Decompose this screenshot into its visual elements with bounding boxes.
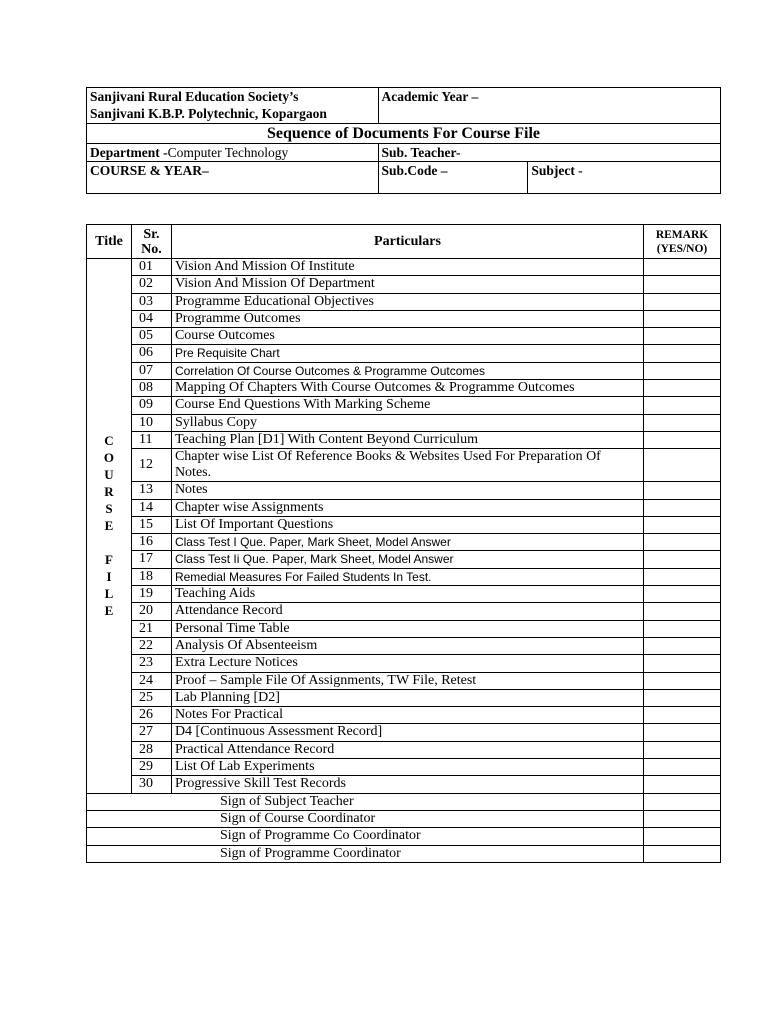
- particulars: Course Outcomes: [171, 328, 643, 345]
- remark-cell[interactable]: [644, 534, 721, 551]
- sr-no: 30: [131, 776, 171, 793]
- table-row: [87, 586, 721, 603]
- remark-cell[interactable]: [644, 759, 721, 776]
- remark-cell[interactable]: [644, 603, 721, 620]
- sr-no: 06: [131, 345, 171, 362]
- remark-cell[interactable]: [644, 586, 721, 603]
- vertical-letter: F: [105, 552, 113, 568]
- sr-no: 03: [131, 293, 171, 310]
- table-row: [87, 534, 721, 551]
- vertical-letter: O: [103, 450, 115, 466]
- table-row: [87, 310, 721, 327]
- vertical-letter: [90, 534, 128, 551]
- remark-cell[interactable]: [644, 328, 721, 345]
- particulars: Pre Requisite Chart: [171, 345, 643, 362]
- particulars: Programme Outcomes: [171, 310, 643, 327]
- particulars: Teaching Aids: [171, 586, 643, 603]
- sr-no: 01: [131, 259, 171, 276]
- sr-no: 04: [131, 310, 171, 327]
- remark-cell[interactable]: [644, 776, 721, 793]
- remark-cell[interactable]: [644, 672, 721, 689]
- table-row: [87, 362, 721, 379]
- remark-cell[interactable]: [644, 345, 721, 362]
- sr-no: 09: [131, 397, 171, 414]
- remark-cell[interactable]: [644, 380, 721, 397]
- documents-table: [86, 224, 721, 863]
- sr-no: 29: [131, 759, 171, 776]
- particulars: List Of Important Questions: [171, 516, 643, 533]
- institute-name: Sanjivani K.B.P. Polytechnic, Kopargaon: [90, 106, 327, 121]
- col-sr-header: Sr. No.: [131, 225, 171, 259]
- particulars: Mapping Of Chapters With Course Outcomes & Programme Outcomes: [171, 380, 643, 397]
- particulars: Syllabus Copy: [171, 414, 643, 431]
- course-file-vertical-label: [87, 259, 132, 794]
- remark-cell[interactable]: [644, 414, 721, 431]
- particulars: Remedial Measures For Failed Students In Test.: [171, 568, 643, 585]
- remark-cell[interactable]: [644, 259, 721, 276]
- particulars: Extra Lecture Notices: [171, 655, 643, 672]
- table-row: [87, 449, 721, 482]
- table-row: [87, 414, 721, 431]
- sr-no: 05: [131, 328, 171, 345]
- vertical-letter: L: [104, 586, 114, 602]
- particulars: D4 [Continuous Assessment Record]: [171, 724, 643, 741]
- table-row: [87, 776, 721, 793]
- table-row: [87, 655, 721, 672]
- sub-teacher: Sub. Teacher-: [378, 144, 720, 162]
- remark-cell[interactable]: [644, 310, 721, 327]
- particulars: List Of Lab Experiments: [171, 759, 643, 776]
- signature-label: Sign of Subject Teacher: [87, 793, 644, 810]
- sr-no: 26: [131, 707, 171, 724]
- sr-no: 27: [131, 724, 171, 741]
- remark-cell[interactable]: [644, 449, 721, 482]
- table-row: [87, 516, 721, 533]
- table-row: [87, 689, 721, 706]
- remark-cell[interactable]: [644, 568, 721, 585]
- remark-cell[interactable]: [644, 362, 721, 379]
- table-row: [87, 328, 721, 345]
- particulars: Attendance Record: [171, 603, 643, 620]
- sr-no: 24: [131, 672, 171, 689]
- remark-cell[interactable]: [644, 276, 721, 293]
- table-row: [87, 707, 721, 724]
- course-year: COURSE & YEAR–: [87, 162, 379, 194]
- table-row: [87, 380, 721, 397]
- signature-label: Sign of Programme Co Coordinator: [87, 828, 644, 845]
- subject: Subject -: [528, 162, 721, 194]
- institute-cell: [87, 88, 379, 124]
- signature-label: Sign of Course Coordinator: [87, 810, 644, 827]
- vertical-letter: E: [104, 603, 114, 619]
- particulars: Correlation Of Course Outcomes & Programme Outcomes: [171, 362, 643, 379]
- particulars: Teaching Plan [D1] With Content Beyond Curriculum: [171, 431, 643, 448]
- sr-no: 15: [131, 516, 171, 533]
- particulars: Personal Time Table: [171, 620, 643, 637]
- sr-no: 19: [131, 586, 171, 603]
- remark-cell[interactable]: [644, 724, 721, 741]
- particulars: Lab Planning [D2]: [171, 689, 643, 706]
- remark-cell[interactable]: [644, 293, 721, 310]
- vertical-letter: S: [105, 501, 113, 517]
- table-row: [87, 293, 721, 310]
- signature-cell[interactable]: [644, 828, 721, 845]
- remark-cell[interactable]: [644, 655, 721, 672]
- department-label: Department -: [90, 145, 168, 160]
- particulars: Class Test Ii Que. Paper, Mark Sheet, Model Answer: [171, 551, 643, 568]
- sr-no: 20: [131, 603, 171, 620]
- sr-no: 22: [131, 637, 171, 654]
- table-row: [87, 345, 721, 362]
- sr-no: 18: [131, 568, 171, 585]
- vertical-letter: C: [104, 433, 114, 449]
- sr-no: 17: [131, 551, 171, 568]
- table-row: [87, 397, 721, 414]
- sr-no: 11: [131, 431, 171, 448]
- remark-cell[interactable]: [644, 620, 721, 637]
- signature-label: Sign of Programme Coordinator: [87, 845, 644, 862]
- society-name: Sanjivani Rural Education Society’s: [90, 89, 299, 104]
- particulars: Vision And Mission Of Institute: [171, 259, 643, 276]
- table-row: [87, 637, 721, 654]
- vertical-letter: R: [104, 484, 114, 500]
- table-row: [87, 603, 721, 620]
- sr-no: 13: [131, 482, 171, 499]
- table-row: [87, 431, 721, 448]
- signature-cell[interactable]: [644, 845, 721, 862]
- sub-code: Sub.Code –: [378, 162, 528, 194]
- col-title-header: Title: [87, 225, 132, 259]
- document-title: Sequence of Documents For Course File: [87, 124, 721, 144]
- remark-cell[interactable]: [644, 397, 721, 414]
- remark-cell[interactable]: [644, 689, 721, 706]
- department-cell: [87, 144, 379, 162]
- particulars: Chapter wise Assignments: [171, 499, 643, 516]
- particulars: Programme Educational Objectives: [171, 293, 643, 310]
- signature-row: [87, 845, 721, 862]
- academic-year: Academic Year –: [378, 88, 720, 124]
- sr-no: 02: [131, 276, 171, 293]
- table-row: [87, 276, 721, 293]
- table-row: [87, 499, 721, 516]
- remark-cell[interactable]: [644, 741, 721, 758]
- remark-cell[interactable]: [644, 637, 721, 654]
- sr-no: 14: [131, 499, 171, 516]
- particulars: Vision And Mission Of Department: [171, 276, 643, 293]
- signature-cell[interactable]: [644, 793, 721, 810]
- sr-no: 10: [131, 414, 171, 431]
- table-row: [87, 259, 721, 276]
- remark-cell[interactable]: [644, 707, 721, 724]
- col-particulars-header: Particulars: [171, 225, 643, 259]
- particulars: Progressive Skill Test Records: [171, 776, 643, 793]
- particulars: Class Test I Que. Paper, Mark Sheet, Model Answer: [171, 534, 643, 551]
- sr-no: 08: [131, 380, 171, 397]
- particulars: Chapter wise List Of Reference Books & Websites Used For Preparation Of Notes.: [171, 449, 643, 482]
- sr-no: 16: [131, 534, 171, 551]
- table-row: [87, 620, 721, 637]
- table-row: [87, 741, 721, 758]
- sr-no: 28: [131, 741, 171, 758]
- header-table: [86, 87, 721, 194]
- sr-no: 23: [131, 655, 171, 672]
- table-row: [87, 724, 721, 741]
- remark-cell[interactable]: [644, 482, 721, 499]
- signature-row: [87, 828, 721, 845]
- vertical-letter: E: [104, 518, 114, 534]
- sr-no: 07: [131, 362, 171, 379]
- table-row: [87, 672, 721, 689]
- particulars: Proof – Sample File Of Assignments, TW File, Retest: [171, 672, 643, 689]
- particulars: Analysis Of Absenteeism: [171, 637, 643, 654]
- table-row: [87, 759, 721, 776]
- vertical-letter: U: [104, 467, 114, 483]
- table-row: [87, 482, 721, 499]
- particulars: Notes For Practical: [171, 707, 643, 724]
- remark-cell[interactable]: [644, 499, 721, 516]
- signature-cell[interactable]: [644, 810, 721, 827]
- remark-cell[interactable]: [644, 431, 721, 448]
- signature-row: [87, 793, 721, 810]
- sr-no: 21: [131, 620, 171, 637]
- sr-no: 12: [131, 449, 171, 482]
- remark-cell[interactable]: [644, 516, 721, 533]
- particulars: Course End Questions With Marking Scheme: [171, 397, 643, 414]
- particulars: Practical Attendance Record: [171, 741, 643, 758]
- signature-row: [87, 810, 721, 827]
- sr-no: 25: [131, 689, 171, 706]
- particulars: Notes: [171, 482, 643, 499]
- vertical-letter: I: [106, 569, 112, 585]
- remark-cell[interactable]: [644, 551, 721, 568]
- col-remark-header: REMARK (YES/NO): [644, 225, 721, 259]
- table-row: [87, 551, 721, 568]
- table-row: [87, 568, 721, 585]
- department-value: Computer Technology: [167, 145, 289, 160]
